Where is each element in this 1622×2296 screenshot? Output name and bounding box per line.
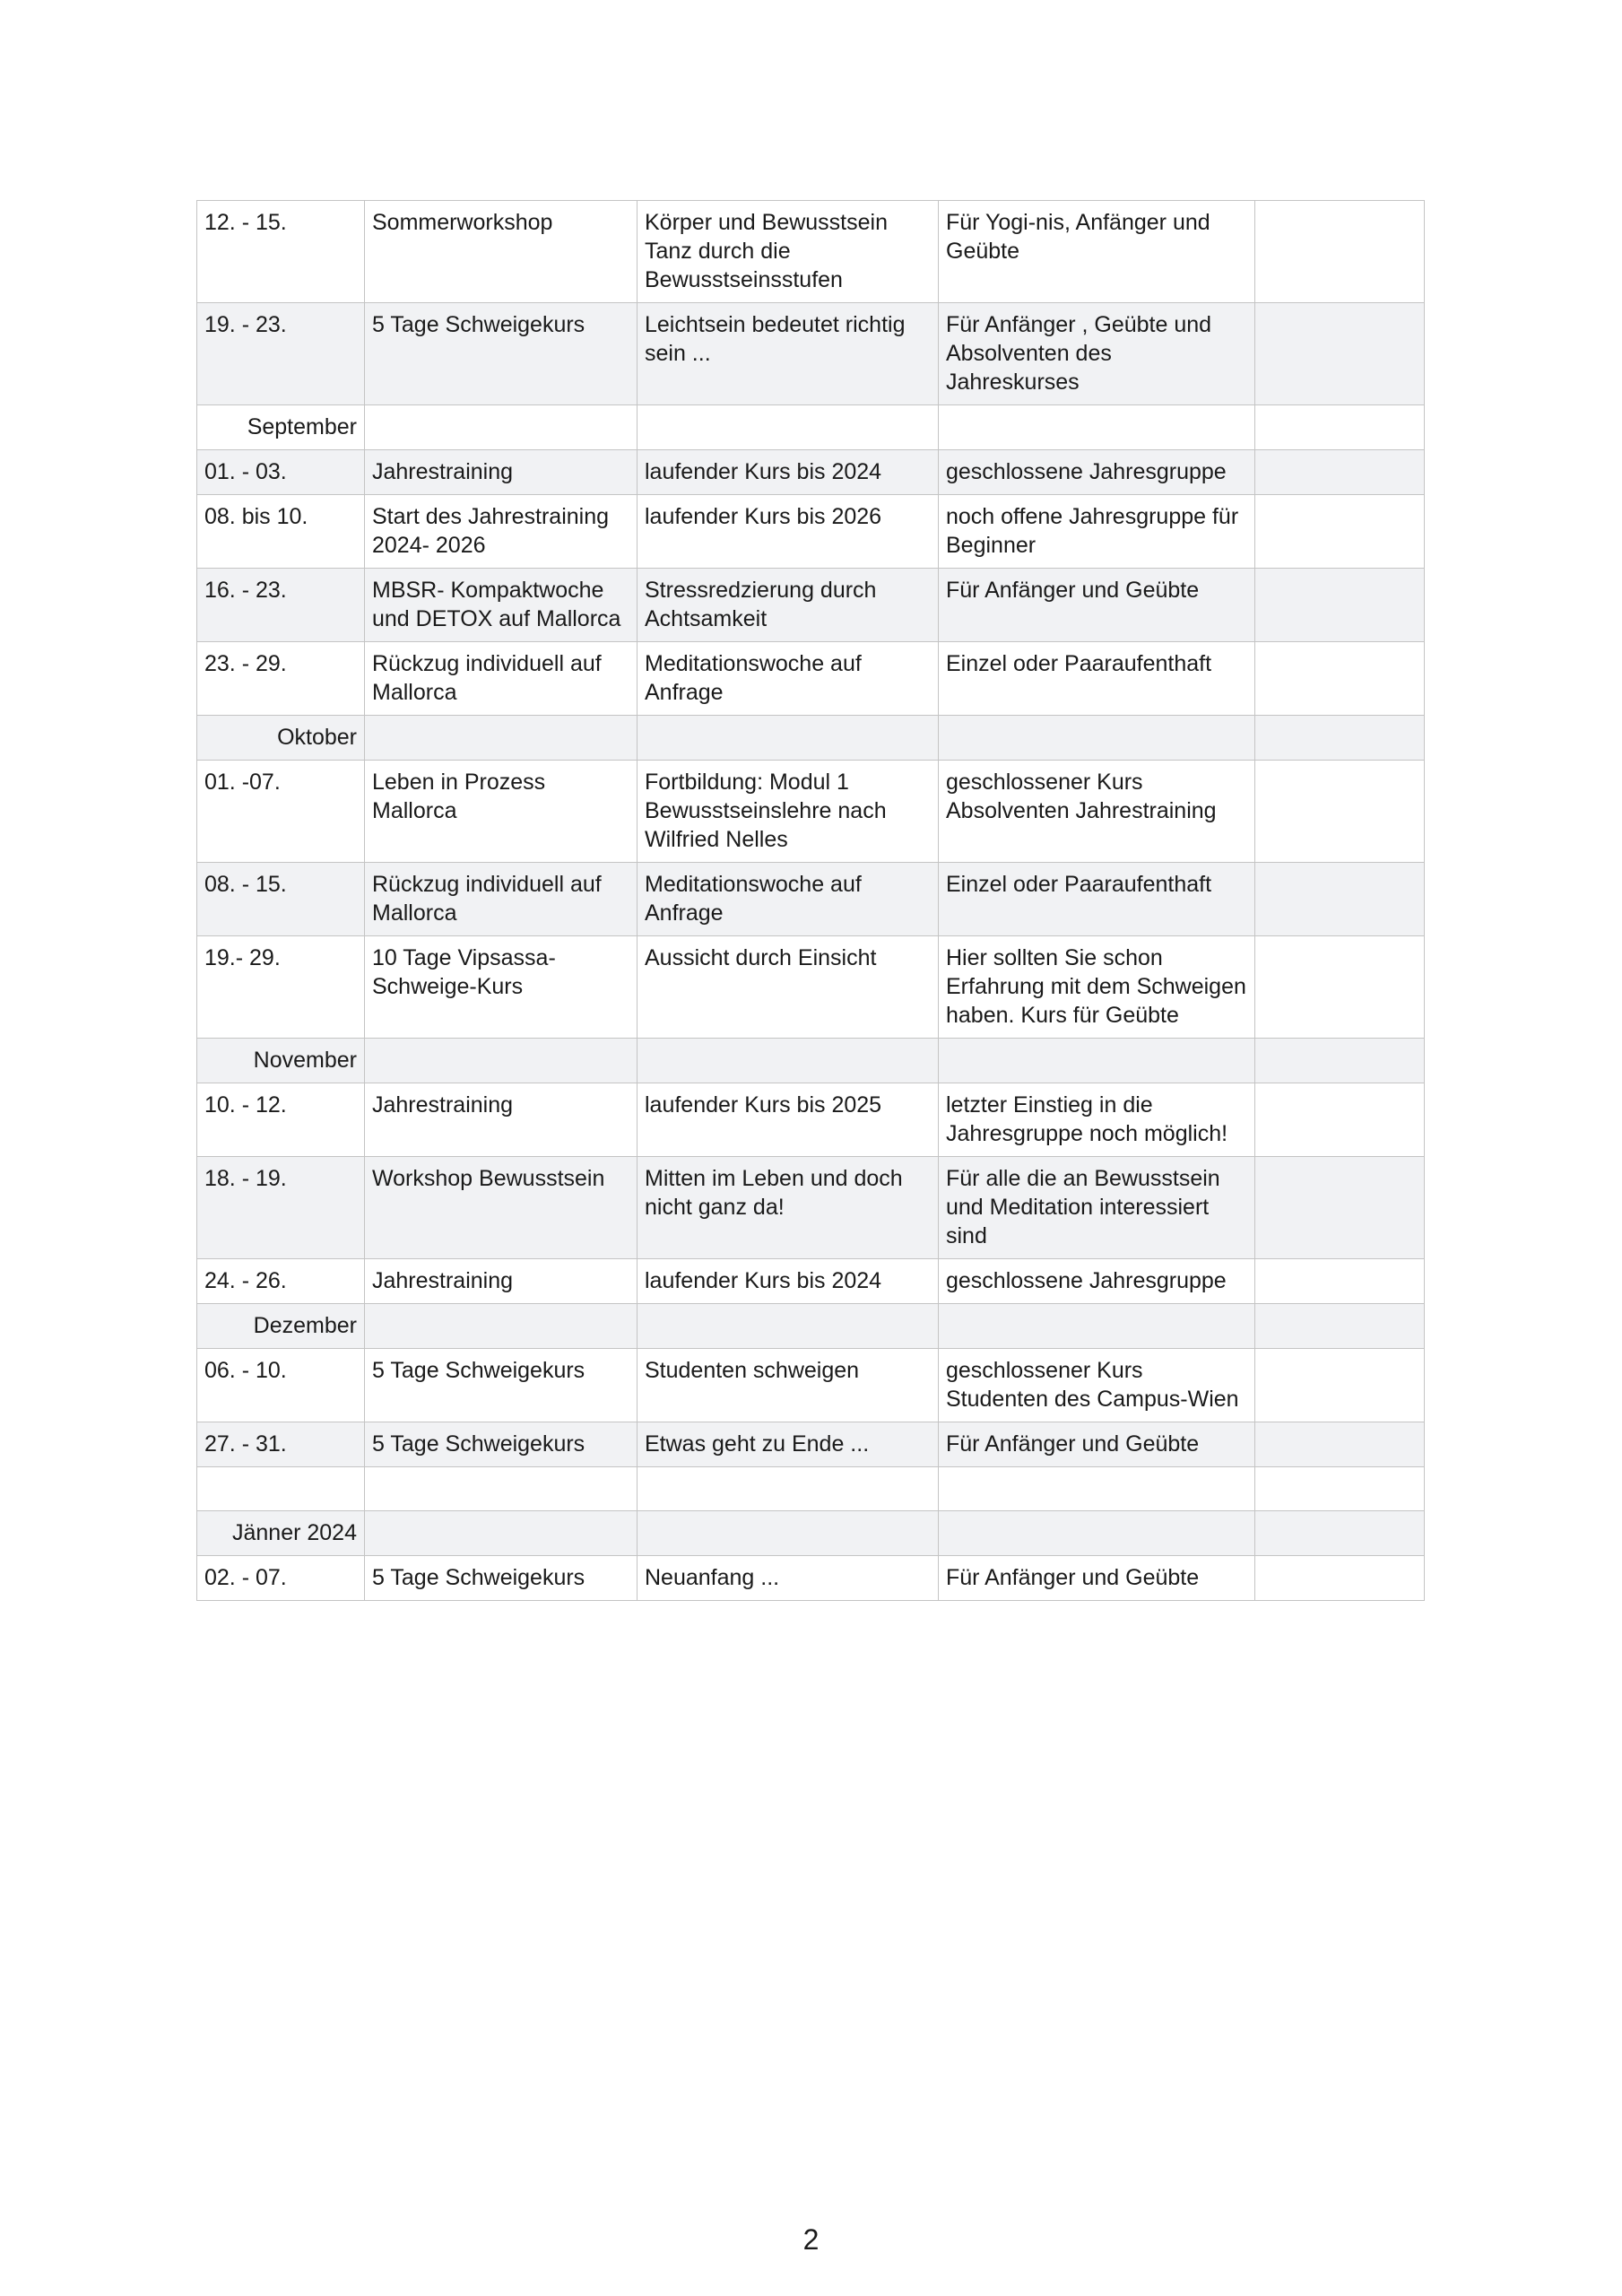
month-label: Jänner 2024 (197, 1511, 365, 1556)
month-label: November (197, 1039, 365, 1083)
audience-cell: geschlossener Kurs Absolventen Jahrestraining (939, 761, 1255, 863)
schedule-row (197, 1556, 1425, 1601)
empty-cell (638, 1039, 939, 1083)
note-cell (1255, 863, 1425, 936)
empty-cell (638, 1467, 939, 1511)
date-cell: 08. - 15. (197, 863, 365, 936)
empty-cell (1255, 1304, 1425, 1349)
course-title-cell: Jahrestraining (365, 1259, 638, 1304)
date-cell: 27. - 31. (197, 1422, 365, 1467)
course-title-cell: Rückzug individuell auf Mallorca (365, 863, 638, 936)
note-cell (1255, 569, 1425, 642)
schedule-row (197, 569, 1425, 642)
topic-cell: laufender Kurs bis 2024 (638, 1259, 939, 1304)
note-cell (1255, 761, 1425, 863)
topic-cell: laufender Kurs bis 2025 (638, 1083, 939, 1157)
empty-cell (939, 1039, 1255, 1083)
topic-cell: Neuanfang ... (638, 1556, 939, 1601)
course-title-cell: 10 Tage Vipsassa- Schweige-Kurs (365, 936, 638, 1039)
schedule-body (197, 201, 1425, 1601)
schedule-row (197, 303, 1425, 405)
schedule-row (197, 201, 1425, 303)
empty-cell (365, 716, 638, 761)
course-title-cell: MBSR- Kompaktwoche und DETOX auf Mallorca (365, 569, 638, 642)
audience-cell: Für Yogi-nis, Anfänger und Geübte (939, 201, 1255, 303)
schedule-row (197, 1259, 1425, 1304)
schedule-row (197, 450, 1425, 495)
course-title-cell: Workshop Bewusstsein (365, 1157, 638, 1259)
topic-cell: Meditationswoche auf Anfrage (638, 863, 939, 936)
empty-cell (638, 1511, 939, 1556)
empty-cell (1255, 1039, 1425, 1083)
month-header-row (197, 405, 1425, 450)
empty-cell (365, 1039, 638, 1083)
date-cell: 08. bis 10. (197, 495, 365, 569)
course-title-cell: Start des Jahrestraining 2024- 2026 (365, 495, 638, 569)
schedule-row (197, 761, 1425, 863)
schedule-row (197, 863, 1425, 936)
audience-cell: geschlossene Jahresgruppe (939, 450, 1255, 495)
empty-cell (939, 1511, 1255, 1556)
topic-cell: laufender Kurs bis 2024 (638, 450, 939, 495)
topic-cell: laufender Kurs bis 2026 (638, 495, 939, 569)
month-label: Oktober (197, 716, 365, 761)
date-cell: 24. - 26. (197, 1259, 365, 1304)
date-cell: 01. - 03. (197, 450, 365, 495)
note-cell (1255, 1259, 1425, 1304)
empty-cell (197, 1467, 365, 1511)
audience-cell: Für Anfänger und Geübte (939, 569, 1255, 642)
schedule-row (197, 1422, 1425, 1467)
course-title-cell: 5 Tage Schweigekurs (365, 303, 638, 405)
empty-cell (638, 716, 939, 761)
course-title-cell: 5 Tage Schweigekurs (365, 1556, 638, 1601)
date-cell: 19. - 23. (197, 303, 365, 405)
audience-cell: geschlossener Kurs Studenten des Campus-Wien (939, 1349, 1255, 1422)
month-header-row (197, 1511, 1425, 1556)
schedule-row (197, 1083, 1425, 1157)
month-label: September (197, 405, 365, 450)
audience-cell: geschlossene Jahresgruppe (939, 1259, 1255, 1304)
note-cell (1255, 936, 1425, 1039)
topic-cell: Mitten im Leben und doch nicht ganz da! (638, 1157, 939, 1259)
date-cell: 02. - 07. (197, 1556, 365, 1601)
empty-cell (638, 405, 939, 450)
schedule-row (197, 495, 1425, 569)
audience-cell: Einzel oder Paaraufenthaft (939, 863, 1255, 936)
course-title-cell: 5 Tage Schweigekurs (365, 1349, 638, 1422)
date-cell: 10. - 12. (197, 1083, 365, 1157)
empty-cell (939, 1304, 1255, 1349)
note-cell (1255, 642, 1425, 716)
schedule-table (196, 200, 1425, 1601)
date-cell: 16. - 23. (197, 569, 365, 642)
note-cell (1255, 1349, 1425, 1422)
topic-cell: Studenten schweigen (638, 1349, 939, 1422)
empty-cell (365, 405, 638, 450)
empty-cell (1255, 1467, 1425, 1511)
schedule-row (197, 642, 1425, 716)
audience-cell: Hier sollten Sie schon Erfahrung mit dem Schweigen haben. Kurs für Geübte (939, 936, 1255, 1039)
note-cell (1255, 450, 1425, 495)
audience-cell: Für alle die an Bewusstsein und Meditation interessiert sind (939, 1157, 1255, 1259)
date-cell: 01. -07. (197, 761, 365, 863)
topic-cell: Stressredzierung durch Achtsamkeit (638, 569, 939, 642)
course-title-cell: Jahrestraining (365, 1083, 638, 1157)
empty-cell (1255, 1511, 1425, 1556)
note-cell (1255, 1083, 1425, 1157)
empty-cell (365, 1511, 638, 1556)
topic-cell: Fortbildung: Modul 1 Bewusstseinslehre nach Wilfried Nelles (638, 761, 939, 863)
schedule-row (197, 936, 1425, 1039)
date-cell: 19.- 29. (197, 936, 365, 1039)
audience-cell: Für Anfänger , Geübte und Absolventen des Jahreskurses (939, 303, 1255, 405)
date-cell: 18. - 19. (197, 1157, 365, 1259)
month-header-row (197, 1039, 1425, 1083)
schedule-row (197, 1157, 1425, 1259)
empty-cell (365, 1467, 638, 1511)
audience-cell: letzter Einstieg in die Jahresgruppe noch möglich! (939, 1083, 1255, 1157)
topic-cell: Leichtsein bedeutet richtig sein ... (638, 303, 939, 405)
empty-row (197, 1467, 1425, 1511)
topic-cell: Meditationswoche auf Anfrage (638, 642, 939, 716)
empty-cell (939, 405, 1255, 450)
note-cell (1255, 1422, 1425, 1467)
date-cell: 23. - 29. (197, 642, 365, 716)
note-cell (1255, 1157, 1425, 1259)
course-title-cell: Sommerworkshop (365, 201, 638, 303)
note-cell (1255, 201, 1425, 303)
date-cell: 12. - 15. (197, 201, 365, 303)
schedule-row (197, 1349, 1425, 1422)
note-cell (1255, 303, 1425, 405)
empty-cell (1255, 405, 1425, 450)
date-cell: 06. - 10. (197, 1349, 365, 1422)
course-title-cell: Leben in Prozess Mallorca (365, 761, 638, 863)
audience-cell: noch offene Jahresgruppe für Beginner (939, 495, 1255, 569)
course-title-cell: Rückzug individuell auf Mallorca (365, 642, 638, 716)
empty-cell (939, 1467, 1255, 1511)
course-title-cell: Jahrestraining (365, 450, 638, 495)
month-header-row (197, 716, 1425, 761)
month-label: Dezember (197, 1304, 365, 1349)
audience-cell: Für Anfänger und Geübte (939, 1556, 1255, 1601)
topic-cell: Etwas geht zu Ende ... (638, 1422, 939, 1467)
empty-cell (365, 1304, 638, 1349)
empty-cell (638, 1304, 939, 1349)
empty-cell (939, 716, 1255, 761)
empty-cell (1255, 716, 1425, 761)
course-title-cell: 5 Tage Schweigekurs (365, 1422, 638, 1467)
month-header-row (197, 1304, 1425, 1349)
topic-cell: Aussicht durch Einsicht (638, 936, 939, 1039)
note-cell (1255, 1556, 1425, 1601)
note-cell (1255, 495, 1425, 569)
audience-cell: Für Anfänger und Geübte (939, 1422, 1255, 1467)
audience-cell: Einzel oder Paaraufenthaft (939, 642, 1255, 716)
page-number: 2 (802, 2223, 820, 2256)
topic-cell: Körper und Bewusstsein Tanz durch die Bewusstseinsstufen (638, 201, 939, 303)
